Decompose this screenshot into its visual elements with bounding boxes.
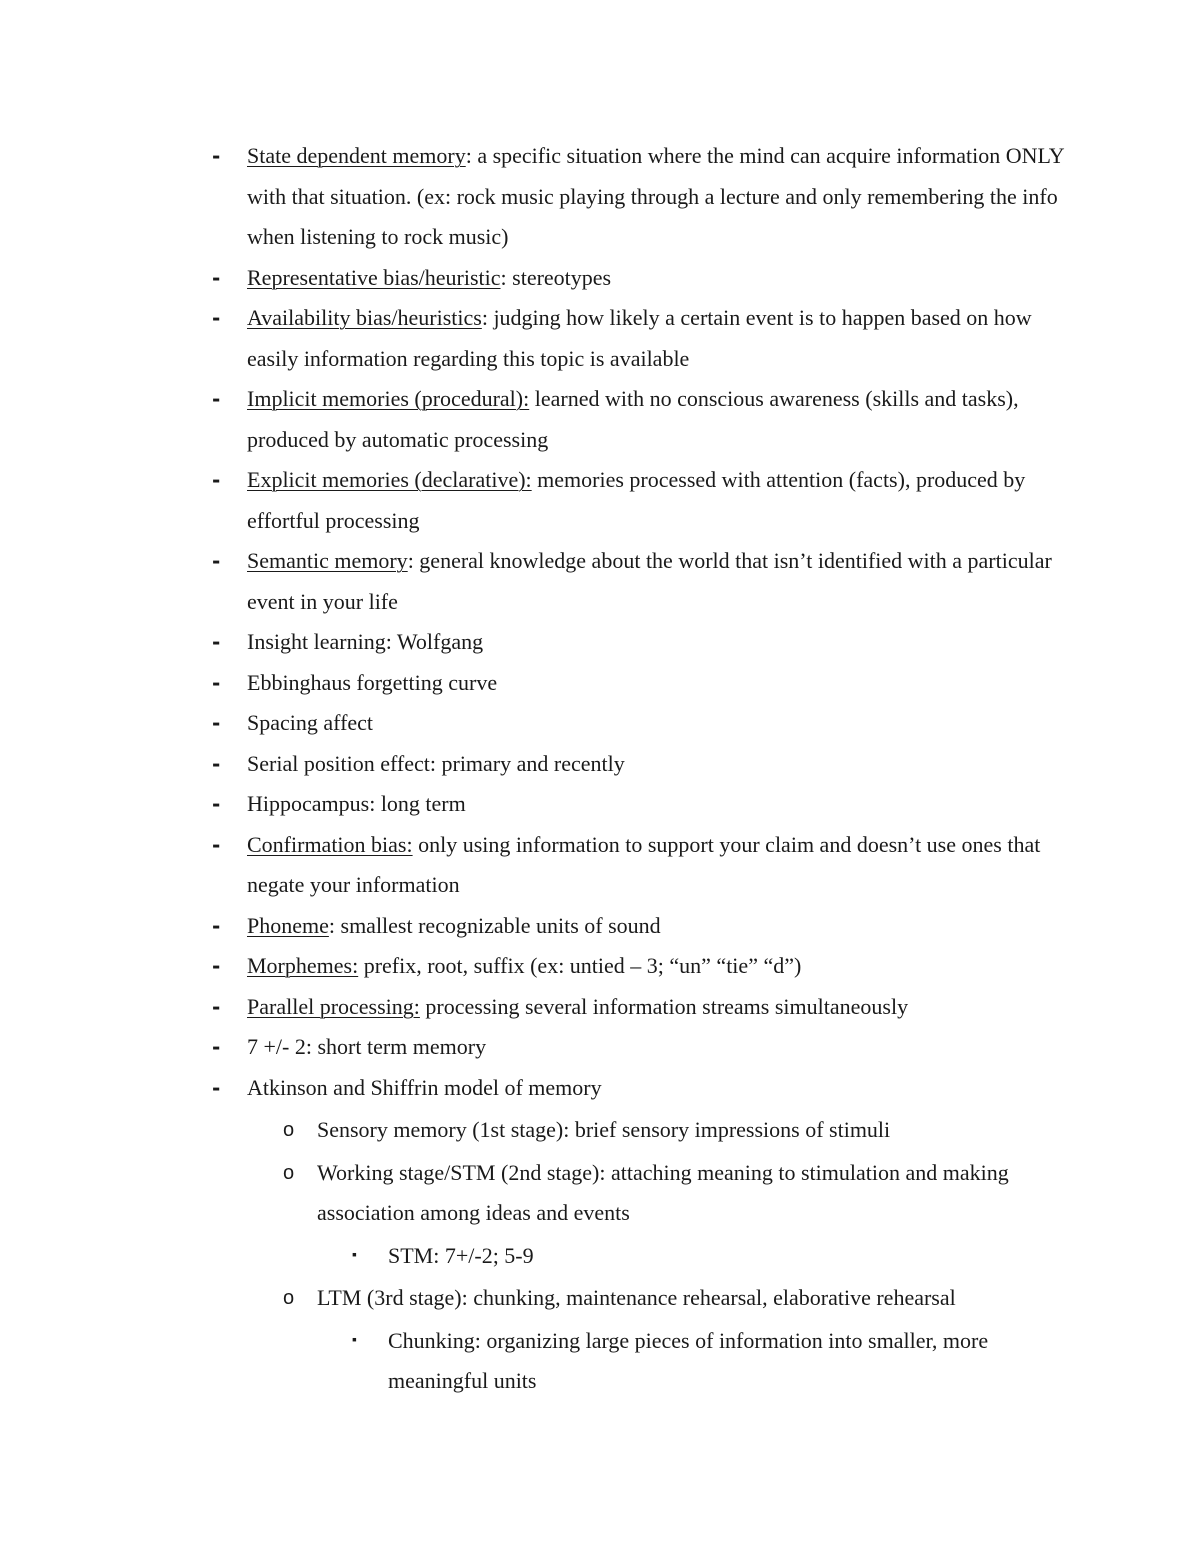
definition-text: processing several information streams simultaneously [419,993,909,1019]
list-item-implicit-memories [0,379,1067,460]
circle-bullet: o [283,1287,295,1309]
dash-bullet: - [212,144,221,168]
term-label: Phoneme [247,912,329,938]
term-label: Implicit memories (procedural): [247,386,530,411]
dash-bullet: - [212,387,221,411]
sub-sub-item-chunking [0,1321,1068,1402]
dash-bullet: - [212,913,221,938]
dash-bullet: - [212,1035,221,1059]
list-item-seven-plus-minus-two [0,1027,1067,1068]
list-item-confirmation-bias [0,825,1067,906]
term-label: Confirmation bias: [247,831,413,857]
item-text: Hippocampus: long term [247,791,466,816]
item-text: Working stage/STM (2nd stage): attaching meaning to stimulation and making association among ideas and events [317,1159,1009,1225]
term-label: Availability bias/heuristics [247,305,482,330]
list-item-semantic-memory [0,541,1067,622]
definition-text: prefix, root, suffix (ex: untied – 3; “un” “tie” “d”) [358,953,802,978]
list-item-morphemes [0,946,1067,987]
square-bullet: ▪ [352,1247,357,1263]
list-item-ebbinghaus [0,663,1067,704]
list-item-parallel-processing [0,987,1067,1028]
dash-bullet: - [212,832,221,857]
circle-bullet: o [283,1119,295,1141]
item-text: Chunking: organizing large pieces of information into smaller, more meaningful units [388,1327,989,1393]
item-text: STM: 7+/-2; 5-9 [388,1242,534,1268]
dash-bullet: - [212,994,221,1019]
item-text: Spacing affect [247,710,374,735]
dash-bullet: - [212,265,221,290]
list-item-availability-bias [0,298,1067,379]
dash-bullet: - [212,549,221,573]
notes-list [0,136,1200,1404]
term-label: Explicit memories (declarative): [247,467,532,492]
item-text: Serial position effect: primary and recently [247,750,625,776]
dash-bullet: - [212,306,221,330]
list-item-hippocampus [0,784,1067,825]
definition-text: memories processed with attention (facts), produced by effortful processing [247,467,1026,533]
list-item-state-dependent-memory [0,136,1067,258]
term-label: Representative bias/heuristic [247,264,501,290]
circle-bullet: o [283,1161,295,1184]
dash-bullet: - [212,711,221,735]
term-label: Parallel processing: [247,993,420,1019]
list-item-atkinson-shiffrin [0,1068,1067,1109]
definition-text: only using information to support your claim and doesn’t use ones that negate your information [247,831,1041,897]
dash-bullet: - [212,1075,221,1100]
item-text: Ebbinghaus forgetting curve [247,669,498,695]
item-text: Insight learning: Wolfgang [247,629,484,654]
list-item-spacing-affect [0,703,1067,744]
definition-text: learned with no conscious awareness (skills and tasks), produced by automatic processing [247,386,1019,452]
item-text: Sensory memory (1st stage): brief sensory impressions of stimuli [317,1117,891,1142]
dash-bullet: - [212,751,221,776]
item-text: LTM (3rd stage): chunking, maintenance rehearsal, elaborative rehearsal [317,1285,956,1310]
term-label: Morphemes: [247,953,359,978]
sub-item-sensory-memory [0,1110,1067,1151]
list-item-phoneme [0,906,1067,947]
dash-bullet: - [212,792,221,816]
dash-bullet: - [212,670,221,695]
definition-text: : judging how likely a certain event is to happen based on how easily information regarding this topic is available [247,305,1032,371]
list-item-explicit-memories [0,460,1067,541]
item-text: 7 +/- 2: short term memory [247,1034,487,1059]
term-label: Semantic memory [247,548,408,573]
definition-text: : general knowledge about the world that isn’t identified with a particular event in your life [247,548,1052,614]
definition-text: : stereotypes [500,264,612,290]
dash-bullet: - [212,630,221,654]
list-item-serial-position [0,744,1067,785]
square-bullet: ▪ [352,1332,357,1348]
dash-bullet: - [212,954,221,978]
sub-item-ltm [0,1278,1067,1319]
sub-item-working-stage [0,1153,1067,1234]
item-text: Atkinson and Shiffrin model of memory [247,1074,602,1100]
definition-text: : smallest recognizable units of sound [328,912,661,938]
sub-sub-item-stm [0,1236,1068,1277]
list-item-insight-learning [0,622,1067,663]
term-label: State dependent memory [247,143,466,168]
list-item-representative-bias [0,258,1067,299]
definition-text: : a specific situation where the mind can acquire information ONLY with that situation. (ex: rock music playing through a lecture and only remembering the info when listening to rock music) [247,143,1064,249]
dash-bullet: - [212,468,221,492]
